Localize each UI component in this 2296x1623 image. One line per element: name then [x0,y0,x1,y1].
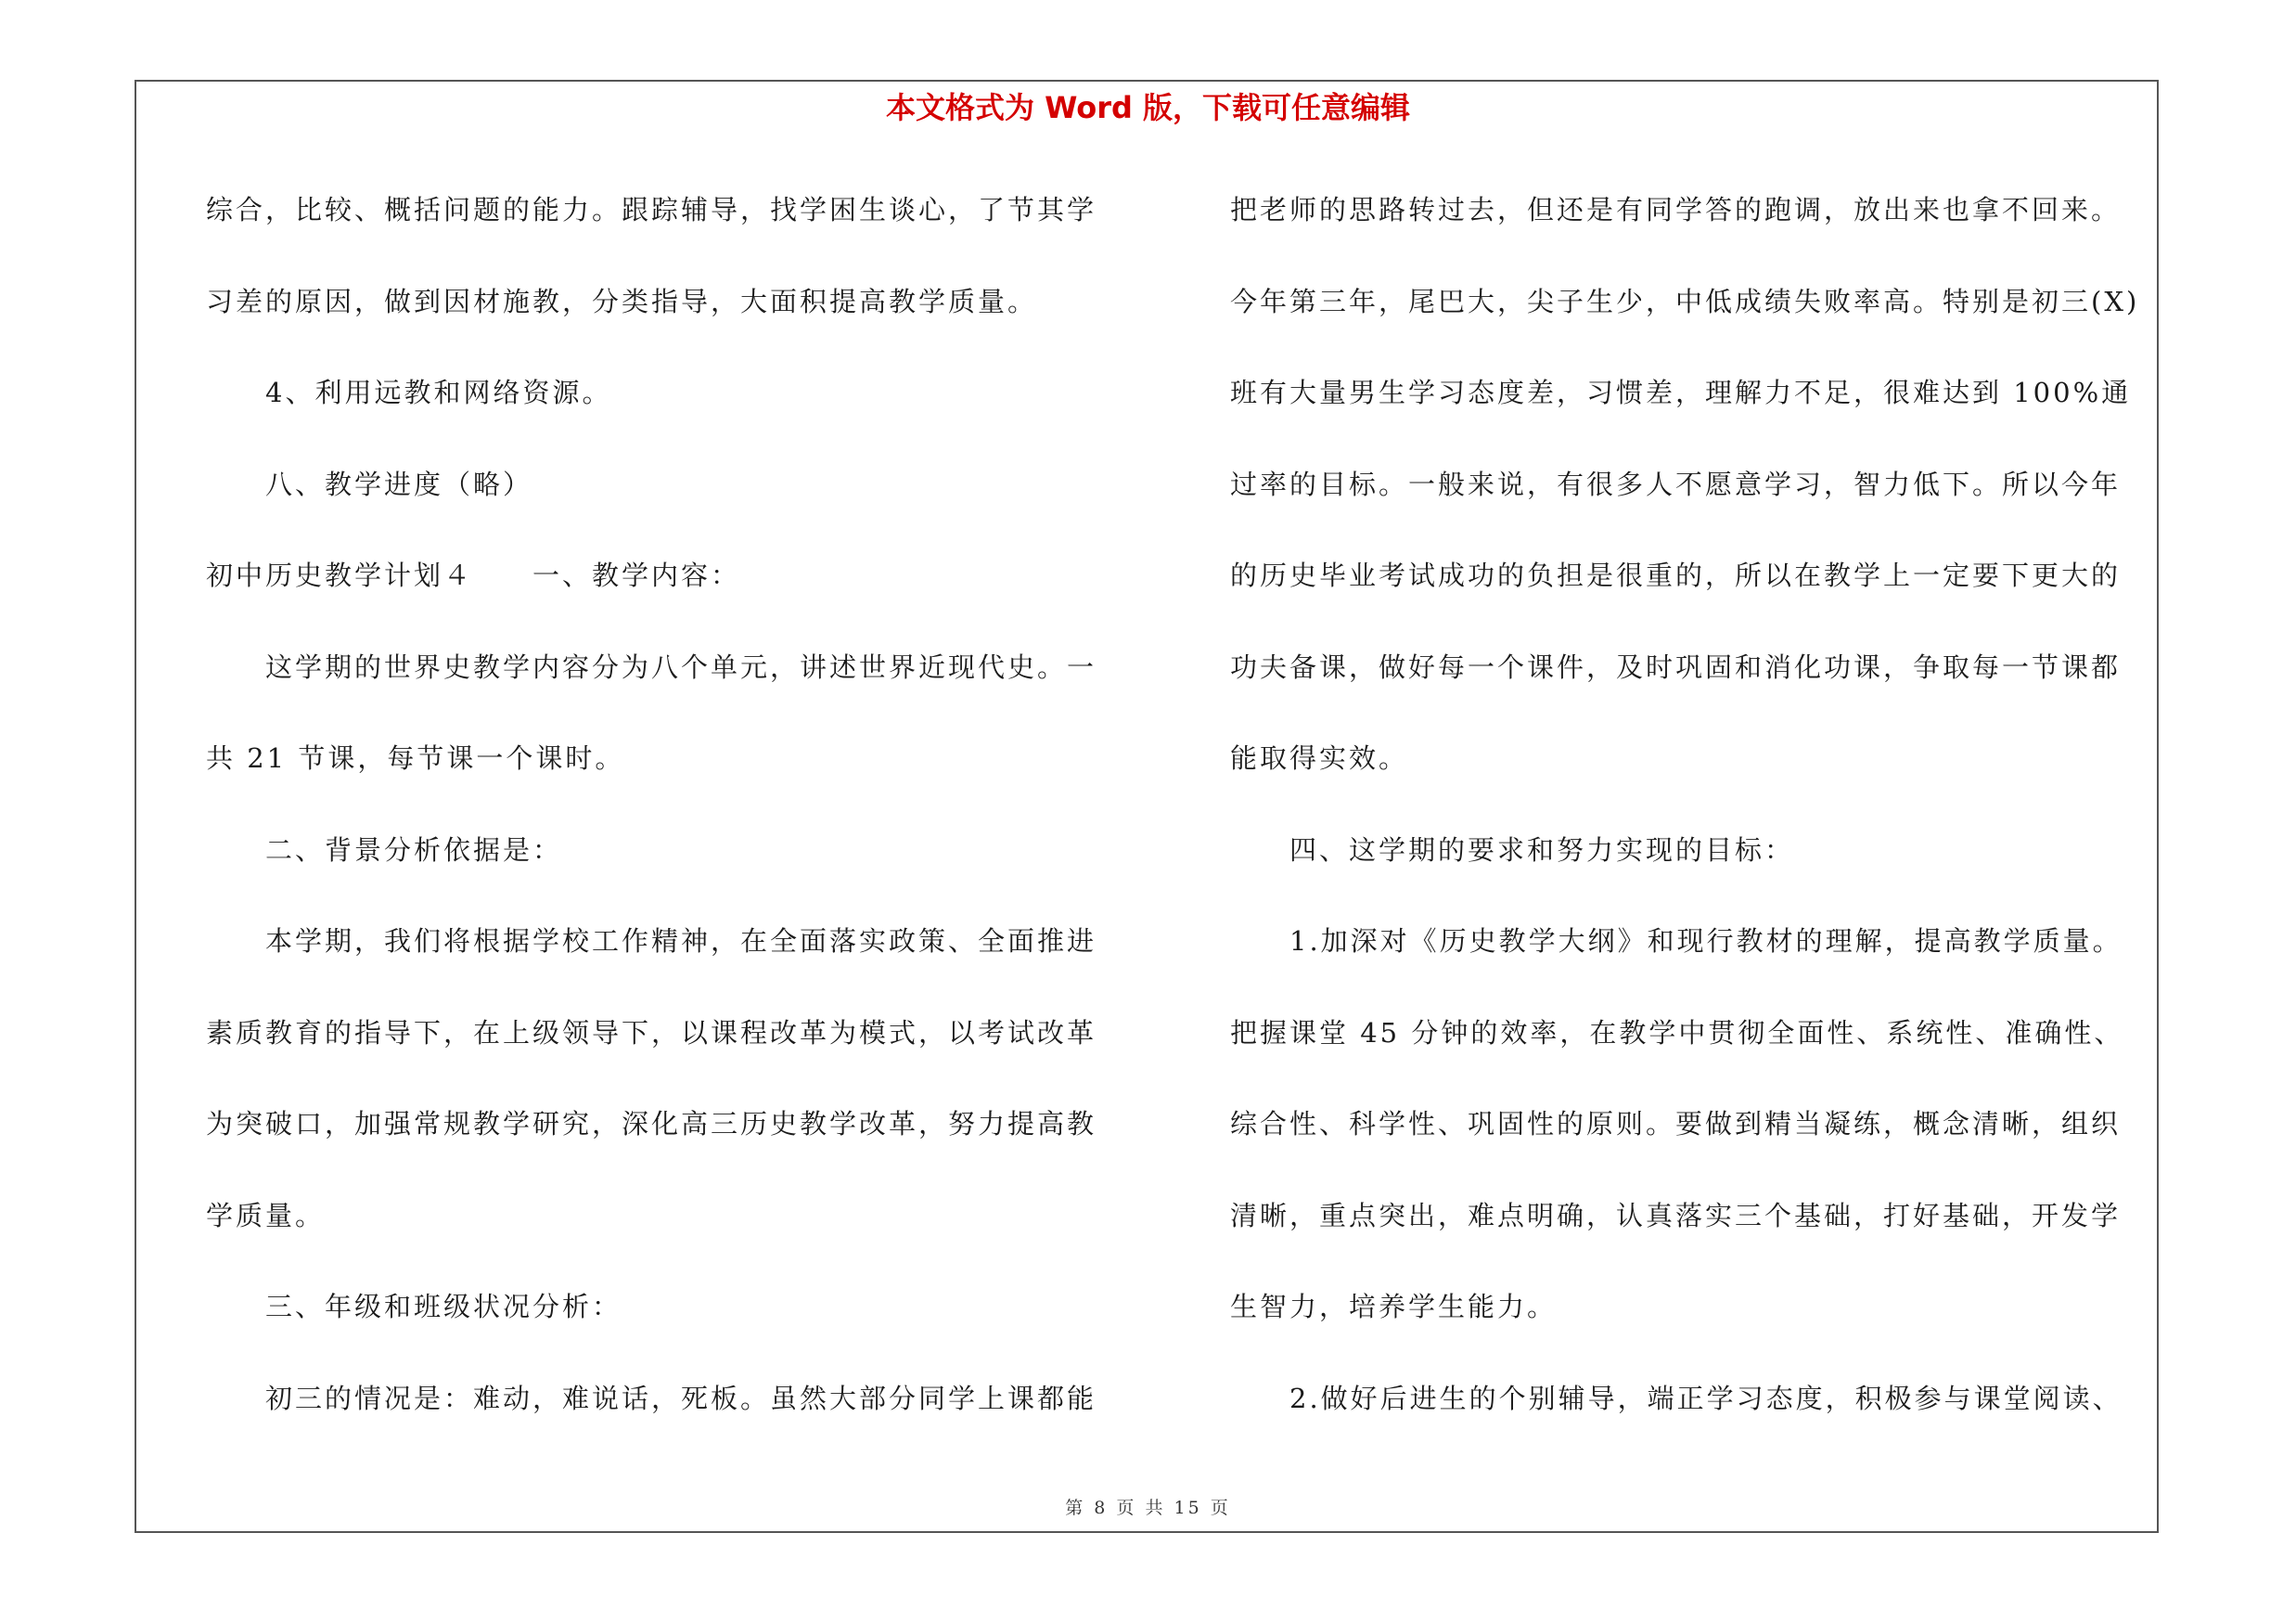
text-line: 共 21 节课，每节课一个课时。 [206,742,625,774]
text-line: 这学期的世界史教学内容分为八个单元，讲述世界近现代史。一 [206,650,1097,683]
text-line: 班有大量男生学习态度差，习惯差，理解力不足，很难达到 100%通 [1230,377,2132,408]
text-line: 素质教育的指导下，在上级领导下，以课程改革为模式，以考试改革 [206,1016,1097,1049]
left-column [206,182,1134,1462]
text-line: 八、教学进度（略） [206,468,533,500]
text-line: 综合性、科学性、巩固性的原则。要做到精当凝练，概念清晰，组织 [1230,1108,2122,1140]
text-line: 把握课堂 45 分钟的效率，在教学中贯彻全面性、系统性、准确性、 [1230,1016,2124,1049]
right-column [1230,182,2176,1462]
text-line: 综合，比较、概括问题的能力。跟踪辅导，找学困生谈心，了节其学 [206,194,1097,225]
text-line: 能取得实效。 [1230,742,1409,774]
header-banner: 本文格式为 Word 版，下载可任意编辑 [885,90,1411,125]
text-line: 1.加深对《历史教学大纲》和现行教材的理解，提高教学质量。 [1230,925,2123,957]
text-line: 四、这学期的要求和努力实现的目标： [1230,833,1795,866]
text-line: 初中历史教学计划４ 一、教学内容： [206,560,741,591]
text-line: 的历史毕业考试成功的负担是很重的，所以在教学上一定要下更大的 [1230,560,2122,591]
text-line: 为突破口，加强常规教学研究，深化高三历史教学改革，努力提高教 [206,1108,1097,1140]
text-line: 2.做好后进生的个别辅导，端正学习态度，积极参与课堂阅读、 [1230,1382,2123,1414]
page-footer: 第 8 页 共 15 页 [1065,1498,1231,1518]
text-line: 把老师的思路转过去，但还是有同学答的跑调，放出来也拿不回来。 [1230,194,2122,225]
text-line: 今年第三年，尾巴大，尖子生少，中低成绩失败率高。特别是初三(X) [1230,285,2140,317]
text-line: 习差的原因，做到因材施教，分类指导，大面积提高教学质量。 [206,285,1038,317]
text-line: 学质量。 [206,1199,326,1231]
text-line: 4、利用远教和网络资源。 [206,377,612,408]
text-line: 二、背景分析依据是： [206,833,563,866]
text-line: 功夫备课，做好每一个课件，及时巩固和消化功课，争取每一节课都 [1230,650,2122,683]
text-line: 初三的情况是：难动，难说话，死板。虽然大部分同学上课都能 [206,1382,1097,1414]
text-line: 过率的目标。一般来说，有很多人不愿意学习，智力低下。所以今年 [1230,468,2122,500]
text-line: 生智力，培养学生能力。 [1230,1291,1558,1322]
text-line: 三、年级和班级状况分析： [206,1291,622,1322]
text-line: 清晰，重点突出，难点明确，认真落实三个基础，打好基础，开发学 [1230,1199,2122,1231]
text-line: 本学期，我们将根据学校工作精神，在全面落实政策、全面推进 [206,925,1097,957]
